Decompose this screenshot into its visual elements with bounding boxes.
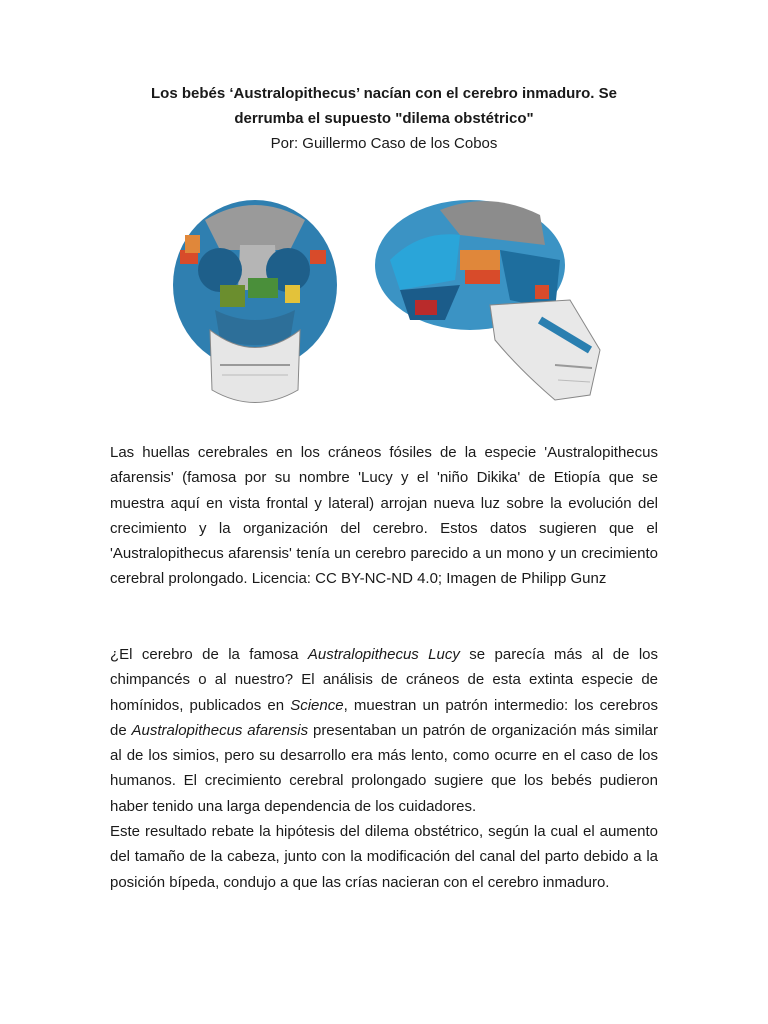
p1-text-g: presentaban un patrón de organización más similar al de los simios, pero su desarrollo era más lento, como ocurre en el caso de los humanos. El crecimiento cerebral prolongado sugiere que los bebés pudieron haber tenido una larga dependencia de los cuidadores. xyxy=(110,721,659,815)
p1-text-a: ¿El cerebro de la famosa xyxy=(110,646,308,663)
p1-italic-lucy: Australopithecus Lucy xyxy=(307,646,460,663)
article-title-line-2: derrumba el supuesto "dilema obstétrico" xyxy=(234,110,534,127)
figure-caption: Las huellas cerebrales en los cráneos fósiles de la especie 'Australopithecus afarensis' (famosa por su nombre 'Lucy y el 'niño Dikika' de Etiopía que se muestra aquí en vista frontal y lateral) arrojan nueva luz sobre la evolución del crecimiento y la organización del cerebro. Estos datos sugieren que el 'Australopithecus afarensis' tenía un cerebro parecido a un mono y un crecimiento cerebral prolongado. Licencia: CC BY-NC-ND 4.0; Imagen de Philipp Gunz xyxy=(110,444,658,588)
article-title-line-1: Los bebés ‘Australopithecus’ nacían con el cerebro inmaduro. Se xyxy=(151,85,617,102)
skull-front-view xyxy=(173,200,337,403)
skull-figure xyxy=(160,190,620,420)
p1-text-c: se parecía más al de los chimpancés o al nuestro? El análisis de cráneos de esta extinta especie de homínidos, publicados en xyxy=(110,646,658,714)
p1-italic-science: Science xyxy=(290,696,344,714)
body-paragraph-1 xyxy=(110,642,658,819)
skull-lateral-view xyxy=(375,200,600,400)
p1-text-e: , muestran un patrón intermedio: los cerebros de xyxy=(110,696,659,739)
article-byline: Por: Guillermo Caso de los Cobos xyxy=(270,135,498,152)
p1-italic-afarensis: Australopithecus afarensis xyxy=(131,721,309,739)
body-paragraph-2: Este resultado rebate la hipótesis del dilema obstétrico, según la cual el aumento del tamaño de la cabeza, junto con la modificación del canal del parto debido a la posición bípeda, condujo a que las crías nacieran con el cerebro inmaduro. xyxy=(110,823,658,891)
